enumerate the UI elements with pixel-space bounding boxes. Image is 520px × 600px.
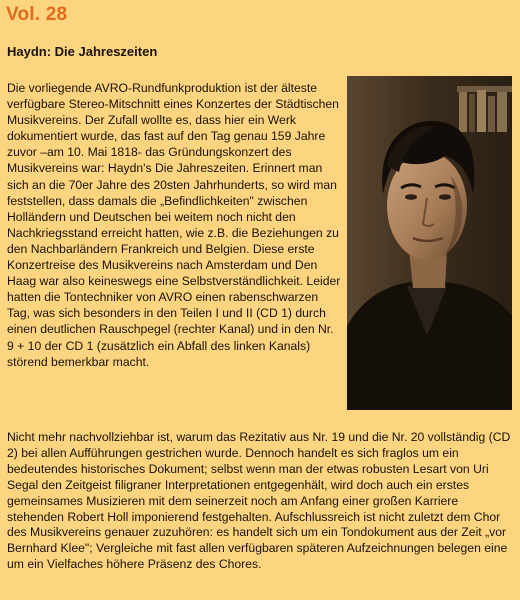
portrait-illustration	[347, 76, 512, 410]
volume-heading: Vol. 28	[6, 4, 68, 25]
portrait-photo	[347, 76, 512, 410]
article-paragraph-1: Die vorliegende AVRO-Rundfunkproduktion ist der älteste verfügbare Stereo-Mitschnitt eines Konzertes der Städtischen Musikvereins. Der Zufall wollte es, dass hier ein Werk dokumentiert wurde, das fast auf den Tag genau 159 Jahre zuvor –am 10. Mai 1818- das Gründungskonzert des Musikvereins war: Haydn's Die Jahreszeiten. Erinnert man sich an die 70er Jahre des 20sten Jahrhunderts, so wird man feststellen, dass damals die „Befindlichkeiten" zwischen Holländern und Deutschen bei weitem noch nicht den Nachkriegsstand erreicht hatten, wie z.B. die Beziehungen zu den Nachbarländern Frankreich und Belgien. Diese erste Konzertreise des Musikvereins nach Amsterdam und Den Haag war also keineswegs eine Selbstverständlichkeit. Leider hatten die Tontechniker von AVRO einen rabenschwarzen Tag, was sich besonders in den Teilen I und II (CD 1) durch einen deutlichen Rauschpegel (rechter Kanal) und in den Nr. 9 + 10 der CD 1 (zusätzlich ein Abfall des linken Kanals) störend bemerkbar macht.	[7, 81, 341, 369]
article-title: Haydn: Die Jahreszeiten	[7, 44, 158, 59]
article-paragraph-2: Nicht mehr nachvollziehbar ist, warum das Rezitativ aus Nr. 19 und die Nr. 20 vollständig (CD 2) bei allen Aufführungen gestrichen wurde. Dennoch handelt es sich fraglos um ein bedeutendes historisches Dokument; selbst wenn man der etwas robusten Lesart von Uri Segal den Zeitgeist filigraner Interpretationen entgegenhält, wird doch auch ein erstes gemeinsames Musizieren mit dem seinerzeit noch am Anfang einer großen Karriere stehenden Robert Holl imponierend festgehalten. Aufschlussreich ist nicht zuletzt dem Chor des Musikvereins genauer zuzuhören: es handelt sich um ein Tondokument aus der Zeit „vor Bernhard Klee"; Vergleiche mit fast allen verfügbaren späteren Aufzeichnungen belegen eine um ein Vielfaches höhere Präsenz des Chores.	[7, 430, 511, 572]
